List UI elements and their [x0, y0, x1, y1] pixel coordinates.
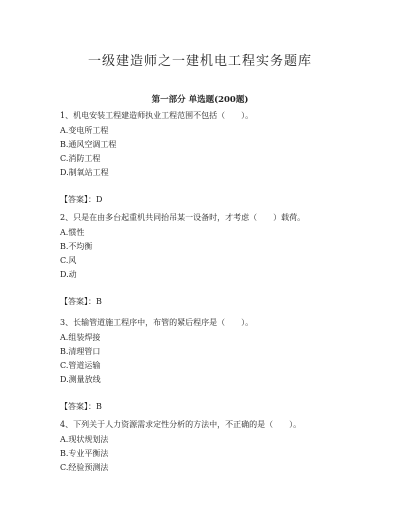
question-option: B.通风空调工程 [60, 140, 117, 149]
question-option: C.管道运输 [60, 361, 101, 370]
question-option: C.风 [60, 256, 77, 265]
question-option: C.消防工程 [60, 154, 101, 163]
question-option: B.清理管口 [60, 347, 101, 356]
question-stem: 1、机电安装工程建造师执业工程范围不包括（ ）。 [60, 111, 254, 120]
question-option: B.不均衡 [60, 242, 93, 251]
question-stem: 4、下列关于人力资源需求定性分析的方法中，不正确的是（ ）。 [60, 420, 302, 429]
question-option: A.惯性 [60, 228, 85, 237]
question-stem: 2、只是在由多台起重机共同抬吊某一设备时，才考虑（ ）载荷。 [60, 213, 306, 222]
answer-label: 【答案】：B [60, 297, 102, 306]
question-option: B.专业平衡法 [60, 449, 109, 458]
answer-label: 【答案】：D [60, 195, 103, 204]
section-heading: 第一部分 单选题(200题) [151, 95, 249, 105]
question-option: C.经验预测法 [60, 463, 109, 472]
question-option: A.组装焊接 [60, 333, 101, 342]
question-option: A.现状规划法 [60, 435, 109, 444]
question-option: D.测量放线 [60, 375, 101, 384]
question-option: A.变电所工程 [60, 126, 109, 135]
answer-label: 【答案】：B [60, 402, 102, 411]
page-title: 一级建造师之一建机电工程实务题库 [87, 54, 312, 69]
question-option: D.动 [60, 270, 77, 279]
question-option: D.制氧站工程 [60, 168, 109, 177]
question-stem: 3、长输管道施工程序中，布管的紧后程序是（ ）。 [60, 318, 254, 327]
